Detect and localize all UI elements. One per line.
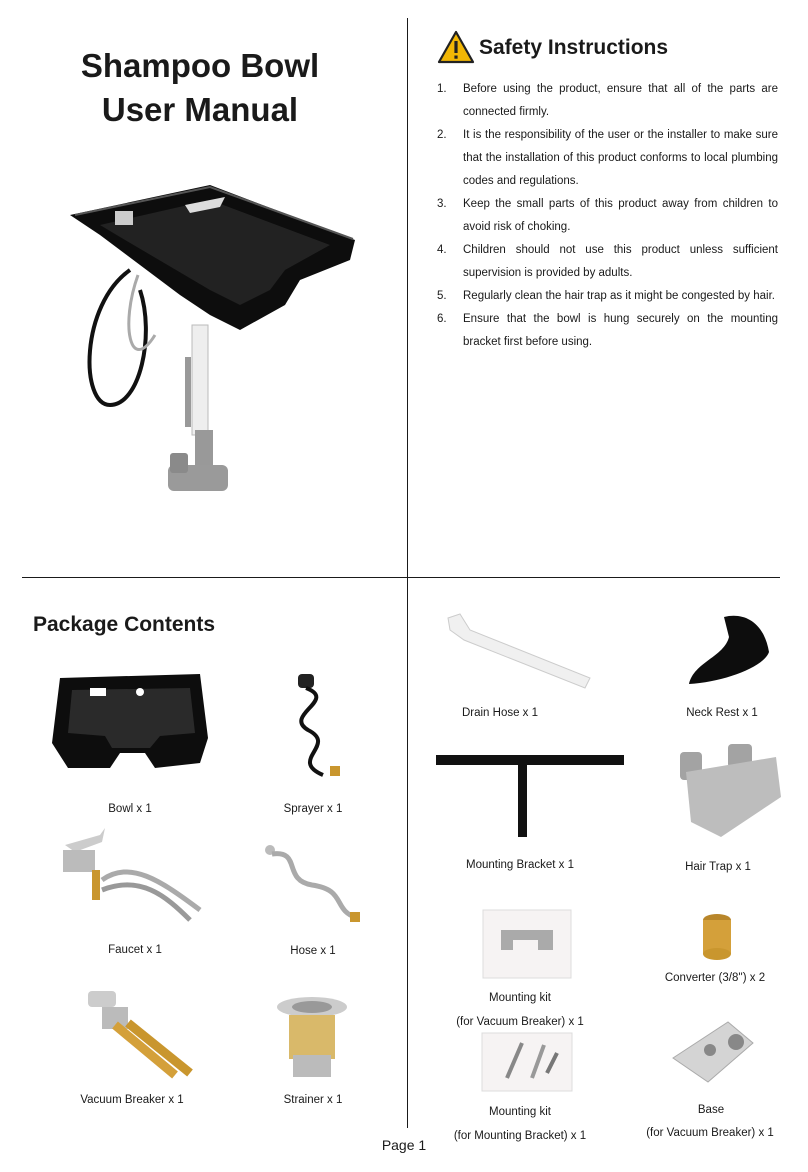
bracket-mounting-kit-caption-2: (for Mounting Bracket) x 1 [453, 1130, 587, 1142]
base-caption-1: Base [697, 1104, 725, 1116]
item-number: 2. [437, 129, 447, 141]
item-number: 5. [437, 290, 447, 302]
bracket-mounting-kit-caption-1: Mounting kit [488, 1106, 551, 1118]
safety-title: Safety Instructions [479, 36, 669, 59]
vacuum-breaker-image [80, 985, 195, 1085]
item-text: Keep the small parts of this product away from children to avoid risk of choking. [463, 198, 778, 233]
item-number: 6. [437, 313, 447, 325]
strainer-caption: Strainer x 1 [283, 1094, 343, 1106]
item-text: Regularly clean the hair trap as it might be congested by hair. [463, 290, 775, 302]
drain-hose-caption: Drain Hose x 1 [461, 707, 539, 719]
hose-image [262, 840, 362, 925]
horizontal-divider [22, 577, 780, 578]
page-number: Page 1 [381, 1137, 427, 1153]
bowl-image [50, 668, 210, 783]
sprayer-caption: Sprayer x 1 [283, 803, 343, 815]
hose-caption: Hose x 1 [290, 945, 336, 957]
faucet-image [60, 820, 205, 930]
drain-hose-image [440, 610, 600, 690]
item-text: Children should not use this product unless sufficient supervision is provided by adults. [463, 244, 778, 279]
manual-title [40, 44, 360, 132]
item-text: Before using the product, ensure that all of the parts are connected firmly. [463, 83, 778, 118]
vertical-divider [407, 18, 408, 1128]
vacuum-mounting-kit-caption-2: (for Vacuum Breaker) x 1 [456, 1016, 584, 1028]
title-line-2: User Manual [101, 91, 299, 128]
hair-trap-image [676, 742, 786, 842]
item-text: It is the responsibility of the user or the installer to make sure that the installation of this product conforms to local plumbing codes and regulations. [463, 129, 778, 187]
safety-item [433, 239, 778, 285]
item-text: Ensure that the bowl is hung securely on the mounting bracket first before using. [463, 313, 778, 348]
title-line-1: Shampoo Bowl [80, 47, 320, 84]
neck-rest-caption: Neck Rest x 1 [686, 707, 758, 719]
safety-item [433, 308, 778, 354]
item-number: 3. [437, 198, 447, 210]
converter-image [697, 912, 737, 962]
base-caption-2: (for Vacuum Breaker) x 1 [646, 1127, 774, 1139]
safety-item [433, 78, 778, 124]
package-contents-title: Package Contents [33, 613, 216, 636]
hair-trap-caption: Hair Trap x 1 [685, 861, 751, 873]
bracket-mounting-kit-image [482, 1033, 572, 1091]
mounting-bracket-image [436, 755, 626, 840]
warning-triangle-icon [437, 30, 475, 64]
bowl-caption: Bowl x 1 [108, 803, 152, 815]
vacuum-mounting-kit-caption-1: Mounting kit [488, 992, 551, 1004]
safety-item [433, 124, 778, 193]
vacuum-breaker-caption: Vacuum Breaker x 1 [80, 1094, 184, 1106]
shampoo-bowl-assembly-image [60, 175, 370, 515]
item-number: 4. [437, 244, 447, 256]
safety-item [433, 193, 778, 239]
vacuum-mounting-kit-image [483, 910, 571, 978]
item-number: 1. [437, 83, 447, 95]
safety-list [433, 78, 778, 354]
sprayer-image [278, 670, 348, 785]
base-image [668, 1018, 758, 1086]
strainer-image [275, 995, 350, 1080]
mounting-bracket-caption: Mounting Bracket x 1 [465, 859, 575, 871]
neck-rest-image [684, 612, 774, 692]
safety-item [433, 285, 778, 308]
faucet-caption: Faucet x 1 [108, 944, 162, 956]
safety-header [437, 28, 668, 66]
converter-caption: Converter (3/8'') x 2 [664, 972, 766, 984]
